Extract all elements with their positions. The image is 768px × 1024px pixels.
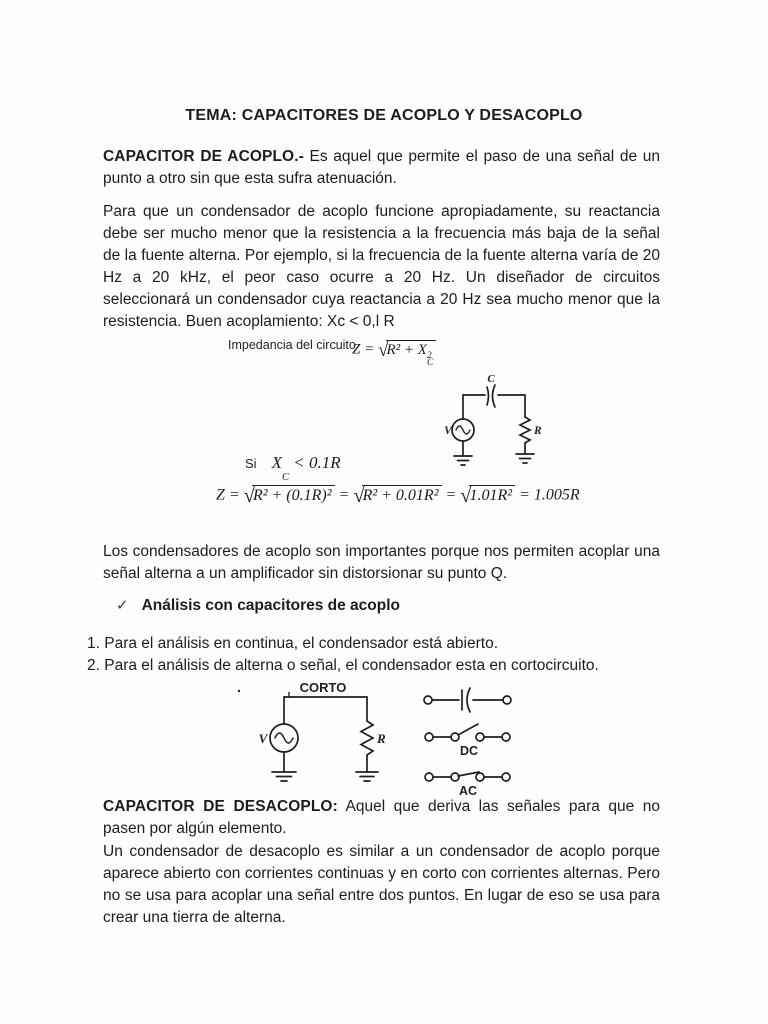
circuit2-wires — [238, 688, 511, 781]
source-label: V — [444, 425, 452, 437]
paragraph-importancia: Los condensadores de acoplo son importantes porque nos permiten acoplar una señal alterna a un amplificador sin distorsionar su punto Q. — [103, 543, 660, 582]
terminal — [425, 773, 433, 781]
radical-icon: √ — [377, 340, 389, 361]
formula-derivation — [216, 486, 580, 506]
equals: = — [441, 486, 461, 504]
checkmark-icon: ✓ — [116, 597, 129, 614]
exponent: 2 — [426, 350, 432, 361]
paragraph-desacoplo-detail: Un condensador de desacoplo es similar a un condensador de acoplo porque aparece abierto con corrientes continuas y en corto con corrientes alternas. Pero no se usa para acoplar una señal entre dos puntos. En lugar de eso se usa para crear una tierra de alterna. — [103, 843, 660, 926]
sine-icon — [456, 426, 470, 434]
analysis-list — [87, 633, 677, 677]
terminal — [503, 696, 511, 704]
formula-lhs: Z = — [216, 486, 244, 504]
capacitor-symbol — [467, 688, 470, 712]
terminal — [476, 773, 484, 781]
sine-icon — [275, 733, 293, 743]
subscript-stack — [282, 474, 289, 482]
open-switch-lever — [458, 724, 478, 735]
terminal — [476, 733, 484, 741]
equals: = — [334, 486, 354, 504]
formula-impedance — [352, 341, 436, 367]
exp-sub-stack — [426, 350, 434, 369]
resistor-label: R — [534, 425, 542, 437]
checklist-heading — [116, 596, 400, 615]
terminal — [502, 733, 510, 741]
source-label: V — [258, 731, 268, 746]
radicand — [386, 340, 437, 369]
desacoplo-term: CAPACITOR DE DESACOPLO: — [103, 798, 338, 815]
paragraph-acoplo-definition — [103, 146, 660, 190]
resistor-label: R — [377, 731, 386, 746]
checklist-heading-text: Análisis con capacitores de acoplo — [141, 597, 400, 614]
capacitor-symbol — [493, 385, 496, 407]
short-circuit-figure — [230, 675, 560, 800]
subscript-c: C — [426, 358, 434, 369]
radical-icon: √ — [353, 485, 365, 507]
terminal — [425, 733, 433, 741]
radical-icon: √ — [460, 485, 472, 507]
list-item-2: 2. Para el análisis de alterna o señal, el condensador esta en cortocircuito. — [87, 657, 599, 674]
page-title: TEMA: CAPACITORES DE ACOPLO Y DESACOPLO — [185, 107, 583, 124]
ac-label: AC — [458, 784, 478, 798]
terminal — [502, 773, 510, 781]
radicand: 1.01R² — [469, 485, 516, 504]
paragraph-desacoplo-definition — [103, 796, 660, 840]
ground-symbol — [356, 772, 378, 781]
list-item-1: 1. Para el análisis en continua, el condensador está abierto. — [87, 635, 499, 652]
circuit1-wires — [452, 385, 534, 465]
capacitor-label: C — [487, 373, 495, 385]
radicand: R² + 0.01R² — [362, 485, 442, 504]
resistor-symbol — [520, 417, 530, 443]
condition-rest: < 0.1R — [288, 453, 341, 472]
subscript-c: C — [281, 472, 289, 484]
terminal — [424, 696, 432, 704]
ground-symbol — [454, 456, 472, 465]
formula-lhs: Z = — [352, 341, 378, 358]
paragraph-reactancia: Para que un condensador de acoplo funcione apropiadamente, su reactancia debe ser mucho menor que la resistencia a la frecuencia más baja de la señal de la fuente alterna. Por ejemplo, si la frecuencia de la fuente alterna varía de 20 Hz a 20 kHz, el peor caso ocurre a 20 Hz. Un diseñador de circuitos seleccionará un condensador cuya reactancia a 20 Hz sea mucho menor que la resistencia. Buen acoplamiento: Xc < 0,l R — [103, 203, 660, 330]
radicand-text: R² + X — [386, 341, 427, 358]
coupling-circuit-figure — [428, 372, 563, 474]
radicand: R² + (0.1R)² — [252, 485, 335, 504]
acoplo-term: CAPACITOR DE ACOPLO.- — [103, 148, 304, 165]
ground-symbol — [516, 454, 534, 463]
capacitor-symbol — [487, 387, 489, 405]
radical-icon: √ — [243, 485, 255, 507]
terminal — [451, 773, 459, 781]
stray-dot — [238, 690, 240, 692]
impedance-caption: Impedancia del circuito — [228, 338, 356, 352]
acoplo-definition-text: Es aquel que permite el paso de una señal de un punto a otro sin que esta sufra atenuación. — [103, 148, 660, 187]
result: = 1.005R — [515, 486, 580, 504]
desacoplo-definition-text: Aquel que deriva las señales para que no pasen por algún elemento. — [103, 798, 660, 837]
si-word: Si — [245, 456, 257, 471]
resistor-symbol — [361, 721, 373, 755]
x-variable: X — [271, 453, 282, 472]
dc-label: DC — [459, 744, 479, 758]
corto-label: CORTO — [299, 680, 347, 695]
ground-symbol — [272, 772, 296, 781]
condition-line — [245, 453, 341, 483]
